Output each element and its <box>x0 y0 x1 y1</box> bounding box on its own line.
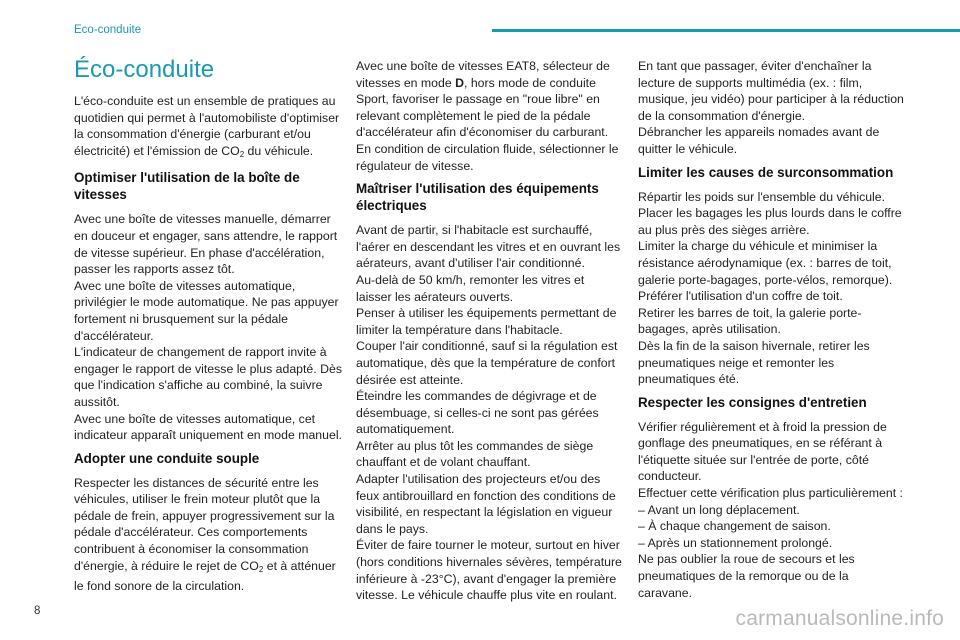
paragraph-gearbox: Avec une boîte de vitesses manuelle, démarrer en douceur et engager, sans attendre, le rapport de vitesse supérieur. En phase d'accélération, passer les rapports assez tôt. Avec une boîte de vitesses automatique, privilégier le mode automatique. Ne pas appuyer fortement ni brusquement sur la pédale d'accélérateur. L'indicateur de changement de rapport invite à engager le rapport de vitesse le plus adapté. Dès que l'indication s'affiche au combiné, la suivre aussitôt. Avec une boîte de vitesses automatique, cet indicateur apparaît uniquement en mode manuel. <box>74 212 342 443</box>
smooth-text-a: Respecter les distances de sécurité entre les véhicules, utiliser le frein moteur plutôt que la pédale de frein, appuyer progressivement sur la pédale d'accélérateur. Ces comportements contribuent à économiser la consommation d'énergie, à réduire le rejet de CO <box>74 475 335 573</box>
co2-subscript-2: 2 <box>258 564 264 574</box>
paragraph-passenger: En tant que passager, éviter d'enchaîner la lecture de supports multimédia (ex. : film, musique, jeu vidéo) pour participer à la réduction de la consommation d'énergie. Débrancher les appareils nomades avant de quitter le véhicule. <box>638 59 904 156</box>
heading-overconsumption: Limiter les causes de surconsommation <box>638 164 894 180</box>
intro-text-a: L'éco-conduite est un ensemble de pratiques au quotidien qui permet à l'automobiliste d'optimiser la consommation d'énergie (carburant et/ou électricité) et l'émission de CO <box>74 94 340 158</box>
intro-text-b: du véhicule. <box>244 143 314 158</box>
intro-paragraph <box>74 93 342 163</box>
eat8-text-b: , hors mode de conduite Sport, favoriser le passage en "roue libre" en relevant complètement le pied de la pédale d'accélérateur afin d'économiser du carburant. En condition de circulation fluide, sélectionner le régulateur de vitesse. <box>356 75 619 173</box>
column-1 <box>74 56 342 601</box>
paragraph-overconsumption: Répartir les poids sur l'ensemble du véhicule. Placer les bagages les plus lourds dans le coffre au plus près des sièges arrière. Limiter la charge du véhicule et minimiser la résistance aérodynamique (ex. : barres de toit, galerie porte-bagages, porte-vélos, remorque). Préférer l'utilisation d'un coffre de toit. Retirer les barres de toit, la galerie porte-bagages, après utilisation. Dès la fin de la saison hivernale, retirer les pneumatiques neige et remonter les pneumatiques été. <box>638 189 902 387</box>
paragraph-smooth-driving <box>74 475 342 595</box>
heading-maintenance: Respecter les consignes d'entretien <box>638 394 867 410</box>
column-2 <box>356 58 622 610</box>
eat8-mode-d: D <box>455 75 464 90</box>
paragraph-maintenance: Vérifier régulièrement et à froid la pression de gonflage des pneumatiques, en se référant à l'étiquette située sur l'entrée de porte, côté conducteur. Effectuer cette vérification plus particulièrement : <box>638 419 903 501</box>
page-title: Éco-conduite <box>74 56 215 83</box>
list-item: – Après un stationnement prolongé. <box>638 535 833 550</box>
column-3 <box>638 58 904 607</box>
section-header-label: Eco-conduite <box>74 24 142 36</box>
paragraph-eat8 <box>356 58 622 174</box>
section-header-bar <box>492 29 960 32</box>
smooth-text-b: et à atténuer le fond sonore de la circulation. <box>74 558 336 594</box>
maintenance-list <box>638 502 904 552</box>
paragraph-trailer: Ne pas oublier la roue de secours et les pneumatiques de la remorque ou de la caravane. <box>638 552 855 600</box>
page-number: 8 <box>34 605 41 617</box>
list-item: – À chaque changement de saison. <box>638 519 831 534</box>
eat8-text-a: Avec une boîte de vitesses EAT8, sélecteur de vitesses en mode <box>356 59 610 90</box>
list-item: – Avant un long déplacement. <box>638 502 800 517</box>
heading-smooth-driving: Adopter une conduite souple <box>74 450 260 466</box>
watermark: carmanualsonline.info <box>735 607 944 630</box>
paragraph-electrical-equipment: Avant de partir, si l'habitacle est surchauffé, l'aérer en descendant les vitres et en ouvrant les aérateurs, avant d'utiliser l'air conditionné. Au-delà de 50 km/h, remonter les vitres et laisser les aérateurs ouverts. Penser à utiliser les équipements permettant de limiter la température dans l'habitacle. Couper l'air conditionné, sauf si la régulation est automatique, dès que la température de confort désirée est atteinte. Éteindre les commandes de dégivrage et de désembuage, si celles-ci ne sont pas gérées automatiquement. Arrêter au plus tôt les commandes de siège chauffant et de volant chauffant. Adapter l'utilisation des projecteurs et/ou des feux antibrouillard en fonction des conditions de visibilité, en respectant la législation en vigueur dans le pays. Éviter de faire tourner le moteur, surtout en hiver (hors conditions hivernales sévères, température inférieure à -23°C), avant d'engager la première vitesse. Le véhicule chauffe plus vite en roulant. <box>356 223 622 603</box>
heading-electrical-equipment: Maîtriser l'utilisation des équipements électriques <box>356 181 599 214</box>
heading-gearbox: Optimiser l'utilisation de la boîte de vitesses <box>74 170 300 203</box>
co2-subscript: 2 <box>239 149 245 159</box>
